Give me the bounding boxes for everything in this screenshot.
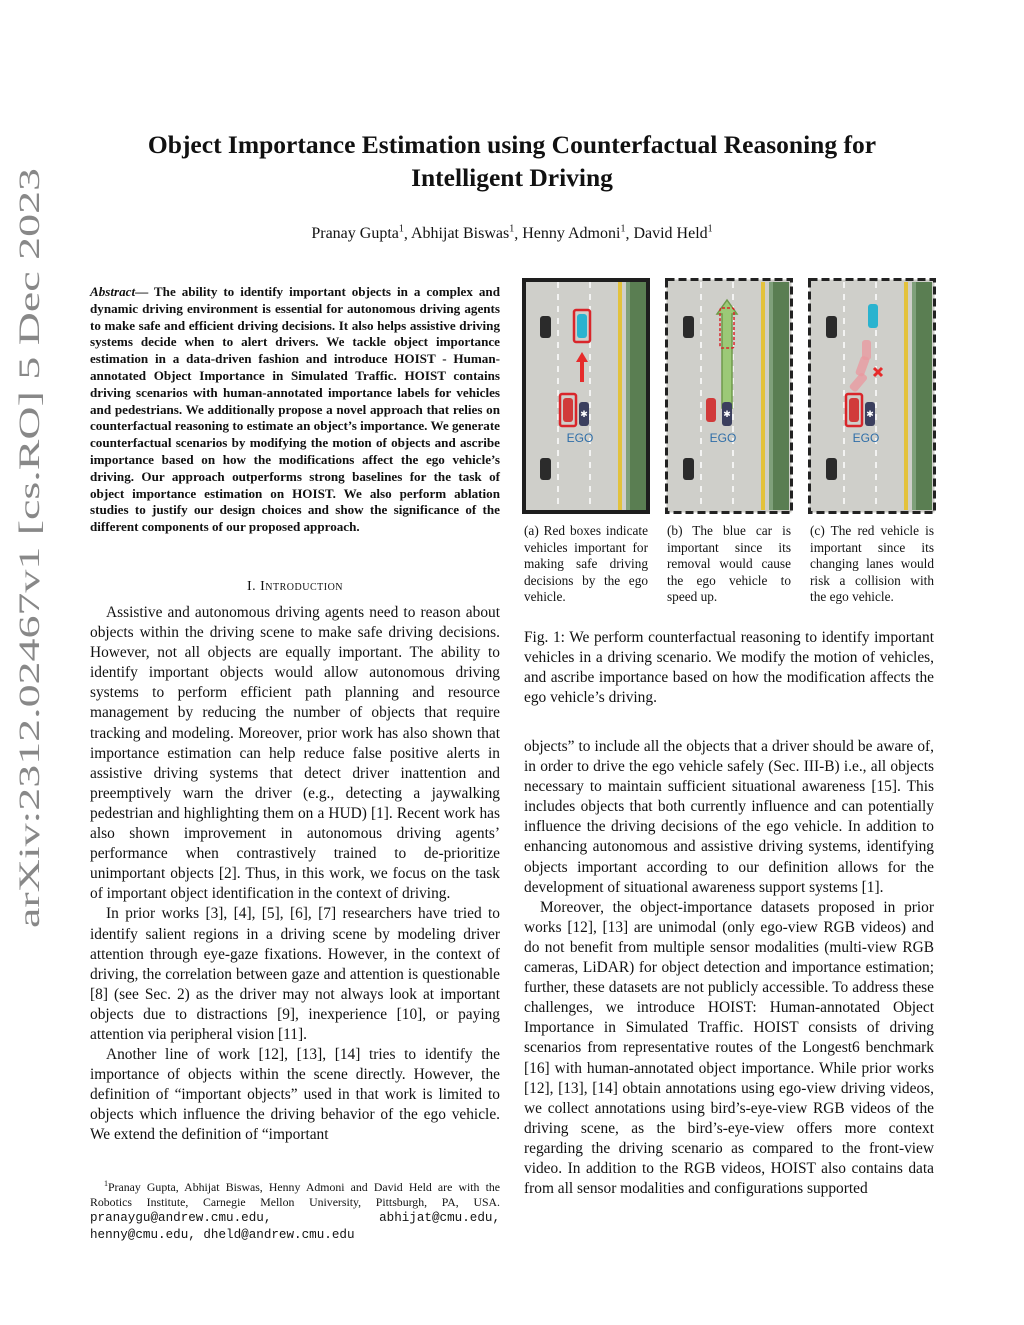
footnote: $^1$Pranay Gupta, Abhijat Biswas, Henny Admoni and David Held are with the Robotics Institute, Carnegie Mellon University, Pittsburgh, PA, USA. pranaygu@andrew.cmu.edu, abhijat@cmu.edu, henny@cmu.edu, dheld@andrew.cmu.edu xyxy=(90,1179,500,1242)
car-icon xyxy=(540,316,551,338)
car-icon xyxy=(849,398,859,422)
author: Henny Admoni$^1$ xyxy=(522,224,626,243)
paragraph: Assistive and autonomous driving agents need to reason about objects within the driving scene to make safe driving decisions. However, not all objects are equally important. The ability to identify important objects would allow autonomous driving systems to perform efficient path planning and resource management by reducing the number of objects that require tracking and modeling. Moreover, prior work has also shown that importance estimation can help reduce false positive alerts in assistive driving systems that detect driver inattention and preemptively warn the driver (e.g., detecting a jaywalking pedestrian and highlighting them on a HUD) [1]. Recent work has also shown improvement in autonomous driving agents’ performance when contrastively trained to de-prioritize unimportant objects [2]. Thus, in this work, we focus on the task of important object identification in the context of driving. xyxy=(90,604,500,903)
left-column-body xyxy=(90,603,500,1146)
paragraph: objects” to include all the objects that a driver should be aware of, in order to drive the ego vehicle safely (Sec. III-B) i.e., all objects necessary to maintain sufficient situational awareness [15]. This includes objects that both currently influence and can potentially influence the driving decisions of the ego vehicle. In addition to enhancing autonomous and assistive driving systems, identifying objects important according to our definition allows for the development of situational awareness support systems [1]. xyxy=(524,738,934,896)
subcaption-a: (a) Red boxes indicate vehicles important for making safe driving decisions by the ego vehicle. xyxy=(524,523,648,604)
right-column-body xyxy=(524,737,934,1199)
arxiv-stamp xyxy=(8,168,48,928)
car-icon xyxy=(868,304,878,328)
abstract-label: Abstract xyxy=(90,284,136,299)
car-icon xyxy=(540,458,551,480)
car-icon xyxy=(683,458,694,480)
ego-label: EGO xyxy=(709,431,737,445)
svg-text:✱: ✱ xyxy=(866,410,874,420)
figure-panel-b xyxy=(665,278,793,514)
car-icon xyxy=(563,398,573,422)
paragraph: Moreover, the object-importance datasets proposed in prior works [12], [13] are unimodal (only ego-view RGB videos) and do not benefit from multiple sensor modalities (multi-view RGB cameras, LiDAR) for object detection and importance estimation; further, these datasets are not publicly accessible. To address these challenges, we introduce HOIST: Human-annotated Object Importance in Simulated Traffic. HOIST consists of driving scenarios from representative routes of the Longest6 benchmark [16] with human-annotated object importance. While prior works [12], [13], [14] obtain annotations using ego-view driving videos, we collect annotations using bird’s-eye-view RGB videos of the driving scene, as the bird’s-eye-view offers more context regarding the driving scenario as compared to the front-view video. In addition to the RGB videos, HOIST also contains data from all sensor modalities and configurations supported xyxy=(524,898,934,1198)
section-heading: I. Introduction xyxy=(246,579,344,594)
car-icon xyxy=(826,316,837,338)
subcaption-b: (b) The blue car is important since its removal would cause the ego vehicle to speed up. xyxy=(667,523,791,604)
svg-text:✱: ✱ xyxy=(723,410,731,420)
paragraph: Another line of work [12], [13], [14] tries to identify the importance of objects within the scene directly. However, the definition of “important objects” used in that work is limited to objects which influence the driving behavior of the ego vehicle. We extend the definition of “important xyxy=(90,1046,500,1144)
ego-label: EGO xyxy=(852,431,880,445)
svg-text:✱: ✱ xyxy=(580,410,588,420)
car-icon xyxy=(683,316,694,338)
author: David Held$^1$ xyxy=(633,224,713,243)
abstract xyxy=(90,284,500,536)
figure-caption: Fig. 1: We perform counterfactual reasoning to identify important vehicles in a driving scenario. We modify the motion of vehicles, and ascribe importance based on how the modification affects the ego vehicle’s driving. xyxy=(524,629,934,707)
figure-panel-a xyxy=(522,278,650,514)
arxiv-id: arXiv:2312.02467v1 [cs.RO] 5 Dec 2023 xyxy=(13,431,46,928)
abstract-text: — The ability to identify important objects in a complex and dynamic driving environment is essential for autonomous driving agents to make safe and efficient driving decisions. It also helps assistive driving systems decide when to alert drivers. We tackle object importance estimation in a data-driven fashion and introduce HOIST - Human-annotated Object Importance in Simulated Traffic. HOIST contains driving scenarios with human-annotated importance labels for vehicles and pedestrians. We additionally propose a novel approach that relies on counterfactual reasoning to estimate an object’s importance. We generate counterfactual scenarios by modifying the motion of objects and ascribe importance based on how the modifications affect the ego vehicle’s driving. Our approach outperforms strong baselines for the task of object importance estimation on HOIST. We also perform ablation studies to justify our design choices and show the significance of the different components of our proposed approach. xyxy=(90,284,500,535)
author: Abhijat Biswas$^1$ xyxy=(411,224,515,243)
author: Pranay Gupta$^1$ xyxy=(311,224,404,243)
ego-label: EGO xyxy=(566,431,594,445)
paragraph: In prior works [3], [4], [5], [6], [7] researchers have tried to identify salient regions in a driving scene by modeling driver attention through eye-gaze fixations. However, in the context of driving, the correlation between gaze and attention is questionable [8] (see Sec. 2) as the driver may not always look at important objects due to distractions [9], inexperience [10], or paying attention via peripheral vision [11]. xyxy=(90,905,500,1043)
author-emails: pranaygu@andrew.cmu.edu, abhijat@cmu.edu, henny@cmu.edu, dheld@andrew.cmu.edu xyxy=(90,1211,500,1242)
car-icon xyxy=(826,458,837,480)
paper-title: Object Importance Estimation using Counterfactual Reasoning for Intelligent Driving xyxy=(147,130,877,192)
figure-panel-c xyxy=(808,278,936,514)
car-icon xyxy=(706,398,716,422)
car-icon xyxy=(577,314,587,338)
author-list: Pranay Gupta$^1$, Abhijat Biswas$^1$, Henny Admoni$^1$, David Held$^1$ xyxy=(311,224,713,243)
subcaption-c: (c) The red vehicle is important since its changing lanes would risk a collision with the ego vehicle. xyxy=(810,523,934,604)
